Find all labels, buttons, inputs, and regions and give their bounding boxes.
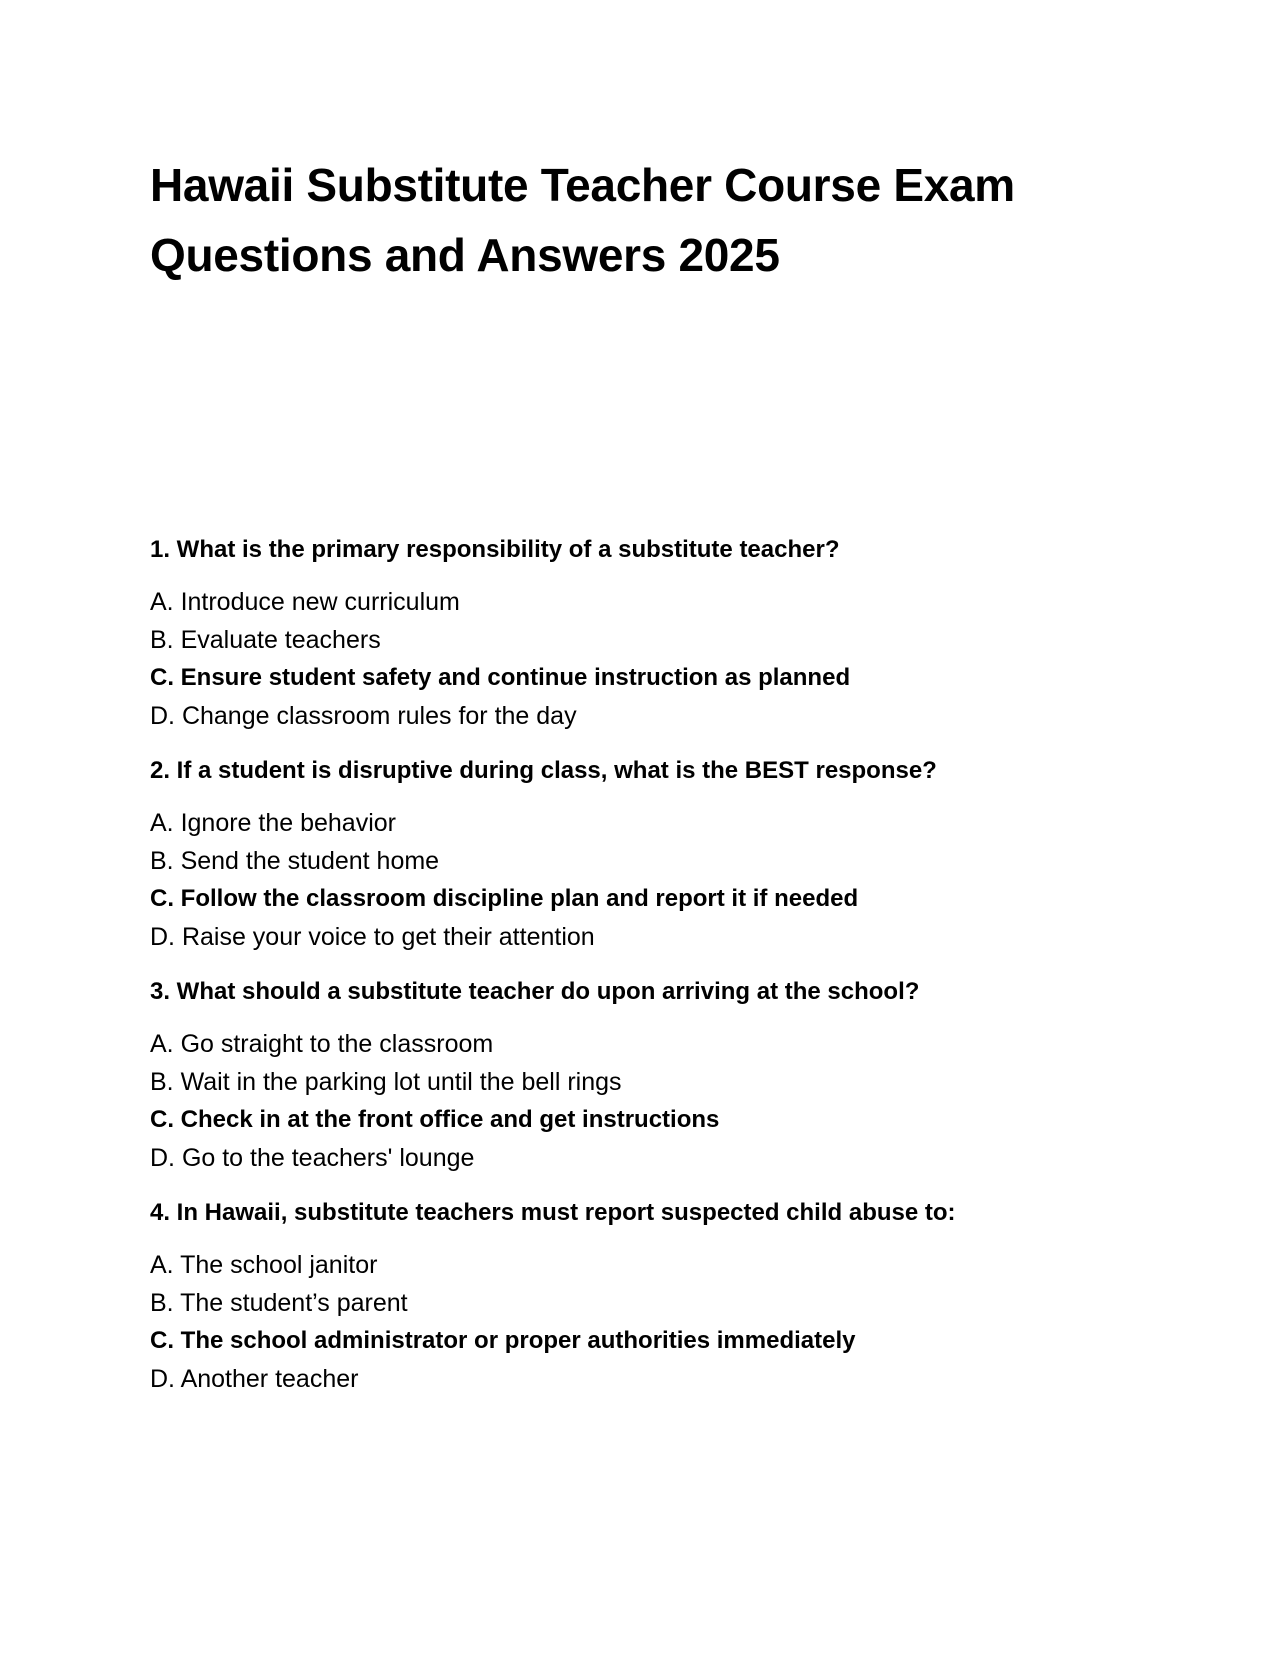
answer-option-c-correct: C. Check in at the front office and get instructions [150,1106,720,1133]
document-page [150,0,1150,1656]
answer-option-a: A. Introduce new curriculum [150,588,460,616]
answer-options [150,583,1150,735]
question-text: 2. If a student is disruptive during class, what is the BEST response? [150,757,937,784]
answer-option-b: B. Evaluate teachers [150,626,381,654]
question-list [150,532,1150,1416]
question-4 [150,1195,1150,1398]
answer-option-d: D. Raise your voice to get their attention [150,923,595,951]
answer-option-d: D. Go to the teachers' lounge [150,1144,475,1172]
question-text: 3. What should a substitute teacher do upon arriving at the school? [150,978,920,1005]
document-title-line-2: Questions and Answers 2025 [150,229,780,281]
answer-option-b: B. The student’s parent [150,1289,408,1317]
answer-option-c-correct: C. Follow the classroom discipline plan and report it if needed [150,885,859,912]
answer-option-b: B. Send the student home [150,847,440,875]
answer-option-a: A. The school janitor [150,1251,378,1279]
answer-options [150,804,1150,956]
answer-option-d: D. Another teacher [150,1365,359,1393]
answer-option-d: D. Change classroom rules for the day [150,702,577,730]
answer-option-a: A. Go straight to the classroom [150,1030,494,1058]
question-text: 4. In Hawaii, substitute teachers must report suspected child abuse to: [150,1199,956,1226]
answer-option-c-correct: C. Ensure student safety and continue instruction as planned [150,664,851,691]
document-title-line-1: Hawaii Substitute Teacher Course Exam [150,159,1015,211]
answer-option-b: B. Wait in the parking lot until the bell rings [150,1068,622,1096]
question-text: 1. What is the primary responsibility of a substitute teacher? [150,536,840,563]
answer-options [150,1025,1150,1177]
question-3 [150,974,1150,1177]
answer-option-c-correct: C. The school administrator or proper authorities immediately [150,1327,856,1354]
answer-options [150,1246,1150,1398]
answer-option-a: A. Ignore the behavior [150,809,396,837]
question-2 [150,753,1150,956]
question-1 [150,532,1150,735]
document-title [150,150,1015,290]
